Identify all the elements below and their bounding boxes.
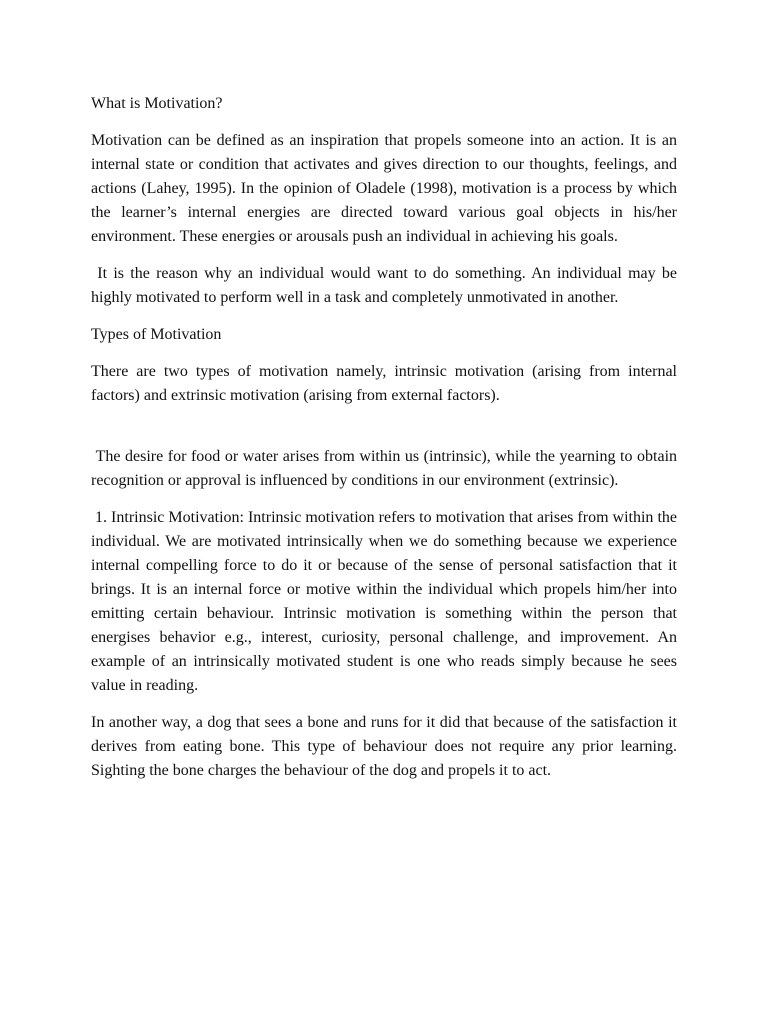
- paragraph-intrinsic-motivation: 1. Intrinsic Motivation: Intrinsic motivation refers to motivation that arises from within the individual. We are motivated intrinsically when we do something because we experience internal compelling force to do it or because of the sense of personal satisfaction that it brings. It is an internal force or motive within the individual which propels him/her into emitting certain behaviour. Intrinsic motivation is something within the person that energises behavior e.g., interest, curiosity, personal challenge, and improvement. An example of an intrinsically motivated student is one who reads simply because he sees value in reading.: [91, 509, 682, 694]
- paragraph-definition: Motivation can be defined as an inspiration that propels someone into an action. It is an internal state or condition that activates and gives direction to our thoughts, feelings, and actions (Lahey, 1995). In the opinion of Oladele (1998), motivation is a process by which the learner’s internal energies are directed toward various goal objects in his/her environment. These energies or arousals push an individual in achieving his goals.: [91, 132, 681, 245]
- paragraph-reason: It is the reason why an individual would want to do something. An individual may be highly motivated to perform well in a task and completely unmotivated in another.: [91, 265, 682, 306]
- heading-types-of-motivation: Types of Motivation: [91, 326, 222, 343]
- paragraph-desire-example: The desire for food or water arises from within us (intrinsic), while the yearning to obtain recognition or approval is influenced by conditions in our environment (extrinsic).: [91, 448, 682, 489]
- heading-what-is-motivation: What is Motivation?: [91, 95, 223, 112]
- blank-line: [91, 421, 677, 445]
- paragraph-dog-example: In another way, a dog that sees a bone and runs for it did that because of the satisfaction it derives from eating bone. This type of behaviour does not require any prior learning. Sighting the bone charges the behaviour of the dog and propels it to act.: [91, 714, 681, 779]
- paragraph-two-types: There are two types of motivation namely, intrinsic motivation (arising from internal factors) and extrinsic motivation (arising from external factors).: [91, 363, 681, 404]
- document-page: [91, 92, 682, 796]
